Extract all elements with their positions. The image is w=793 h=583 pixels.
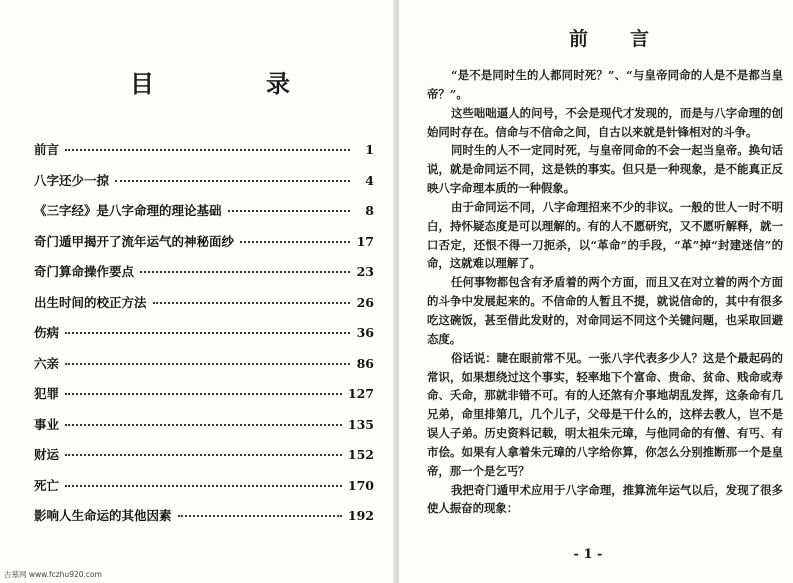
toc-entry-page: 152 xyxy=(347,447,374,462)
toc-dot-leader xyxy=(65,485,342,487)
toc-dot-leader xyxy=(65,393,342,395)
toc-entry[interactable] xyxy=(34,262,374,293)
toc-entry-label: 伤病 xyxy=(34,325,60,340)
toc-entry-page: 8 xyxy=(365,203,374,218)
toc-entry-page: 192 xyxy=(347,508,374,523)
preface-paragraph: 同时生的人不一定同时死，与皇帝同命的不会一起当皇帝。换句话说，就是命同运不同，这是铁的事实。但只是一种现象，是不能真正反映八字命理本质的一种假象。 xyxy=(427,143,783,196)
toc-title xyxy=(130,64,290,98)
toc-entry[interactable] xyxy=(34,140,374,171)
preface-paragraph: 我把奇门遁甲术应用于八字命理，推算流年运气以后，发现了很多使人振奋的现象： xyxy=(427,482,783,516)
toc-entry-label: 出生时间的校正方法 xyxy=(34,294,147,310)
preface-paragraph: 俗话说：睫在眼前常不见。一张八字代表多少人？这是个最起码的常识，如果想绕过这个事实，轻率地下个富命、贵命、贫命、贱命或寿命、夭命，那就非错不可。有的人还煞有介事地胡乱发挥，这条命有几兄弟，命里排第几，几个儿子，父母是干什么的，这样去教人，岂不是误人子弟。历史资料记载，明太祖朱元璋，与他同命的有僧、有丐、有市侩。如果有人拿着朱元璋的八字给你算，你怎么分别推断那一个是皇帝，那一个是乞丐？ xyxy=(427,350,783,478)
toc-entry-page: 17 xyxy=(356,233,374,249)
toc-entry[interactable] xyxy=(34,445,374,476)
toc-entry-page: 86 xyxy=(356,355,374,371)
preface-paragraph: 由于命同运不同，八字命理招来不少的非议。一般的世人一时不明白，持怀疑态度是可以理解的。有的人不愿研究，又不愿听解释，就一口否定，还恨不得一刀扼杀，以“革命”的手段，“革”掉“封建迷信”的命，这就难以理解了。 xyxy=(427,199,783,271)
toc-entry[interactable] xyxy=(34,171,374,202)
toc-entry-page: 4 xyxy=(365,172,374,188)
toc-entry[interactable] xyxy=(34,415,374,446)
page-number: - 1 - xyxy=(573,547,603,562)
toc-entry[interactable] xyxy=(34,201,374,232)
left-page xyxy=(0,0,395,583)
toc-entry-label: 六亲 xyxy=(34,355,60,371)
toc-title-char-1: 目 xyxy=(130,68,154,98)
preface-paragraph: 这些咄咄逼人的问号，不会是现代才发现的，而是与八字命理的创始同时存在。信命与不信命之间，自古以来就是针锋相对的斗争。 xyxy=(427,105,783,139)
toc-entry-label: 财运 xyxy=(34,447,60,462)
toc-title-char-2: 录 xyxy=(266,68,290,98)
toc-entry-label: 死亡 xyxy=(34,477,60,493)
toc-dot-leader xyxy=(115,180,350,182)
toc-dot-leader xyxy=(153,302,350,304)
toc-entry-page: 135 xyxy=(347,416,374,432)
preface-title-char-1: 前 xyxy=(569,27,589,50)
toc-entry-label: 奇门算命操作要点 xyxy=(34,264,135,279)
toc-entry[interactable] xyxy=(34,354,374,385)
toc-entry-label: 《三字经》是八字命理的理论基础 xyxy=(34,203,222,218)
toc-entry-page: 36 xyxy=(356,325,374,340)
footer-credit: 古墓网 www.fczhu920.com xyxy=(4,570,102,579)
toc-list xyxy=(34,140,374,537)
toc-dot-leader xyxy=(178,515,342,517)
toc-dot-leader xyxy=(65,149,350,151)
toc-dot-leader xyxy=(65,332,350,334)
toc-entry-label: 犯罪 xyxy=(34,386,60,401)
toc-entry-label: 事业 xyxy=(34,416,60,432)
toc-entry-page: 127 xyxy=(347,386,374,401)
toc-dot-leader xyxy=(65,424,342,426)
toc-entry-page: 23 xyxy=(356,264,374,279)
toc-dot-leader xyxy=(240,241,350,243)
toc-entry[interactable] xyxy=(34,232,374,263)
toc-entry-label: 影响人生命运的其他因素 xyxy=(34,508,172,523)
toc-entry[interactable] xyxy=(34,384,374,415)
toc-dot-leader xyxy=(228,210,350,212)
toc-entry[interactable] xyxy=(34,506,374,537)
toc-entry-label: 前言 xyxy=(34,142,60,157)
preface-title-char-2: 言 xyxy=(629,27,649,50)
preface-body xyxy=(427,66,783,518)
toc-entry[interactable] xyxy=(34,293,374,324)
toc-entry-page: 170 xyxy=(347,477,374,493)
preface-title xyxy=(569,24,649,50)
toc-entry-label: 奇门遁甲揭开了流年运气的神秘面纱 xyxy=(34,233,235,249)
toc-dot-leader xyxy=(65,454,342,456)
toc-entry-page: 26 xyxy=(356,294,374,310)
toc-entry[interactable] xyxy=(34,323,374,354)
toc-dot-leader xyxy=(65,363,350,365)
preface-paragraph: “是不是同时生的人都同时死？”、“与皇帝同命的人是不是都当皇帝？”。 xyxy=(427,68,783,101)
preface-paragraph: 任何事物都包含有矛盾着的两个方面，而且又在对立着的两个方面的斗争中发展起来的。不信命的人暂且不提，就说信命的，其中有很多吃这碗饭，甚至借此发财的，对命同运不同这个关键问题，也采取回避态度。 xyxy=(427,275,783,346)
toc-entry[interactable] xyxy=(34,476,374,507)
toc-entry-page: 1 xyxy=(365,142,374,157)
toc-dot-leader xyxy=(140,271,350,273)
toc-entry-label: 八字还少一掠 xyxy=(34,172,110,188)
